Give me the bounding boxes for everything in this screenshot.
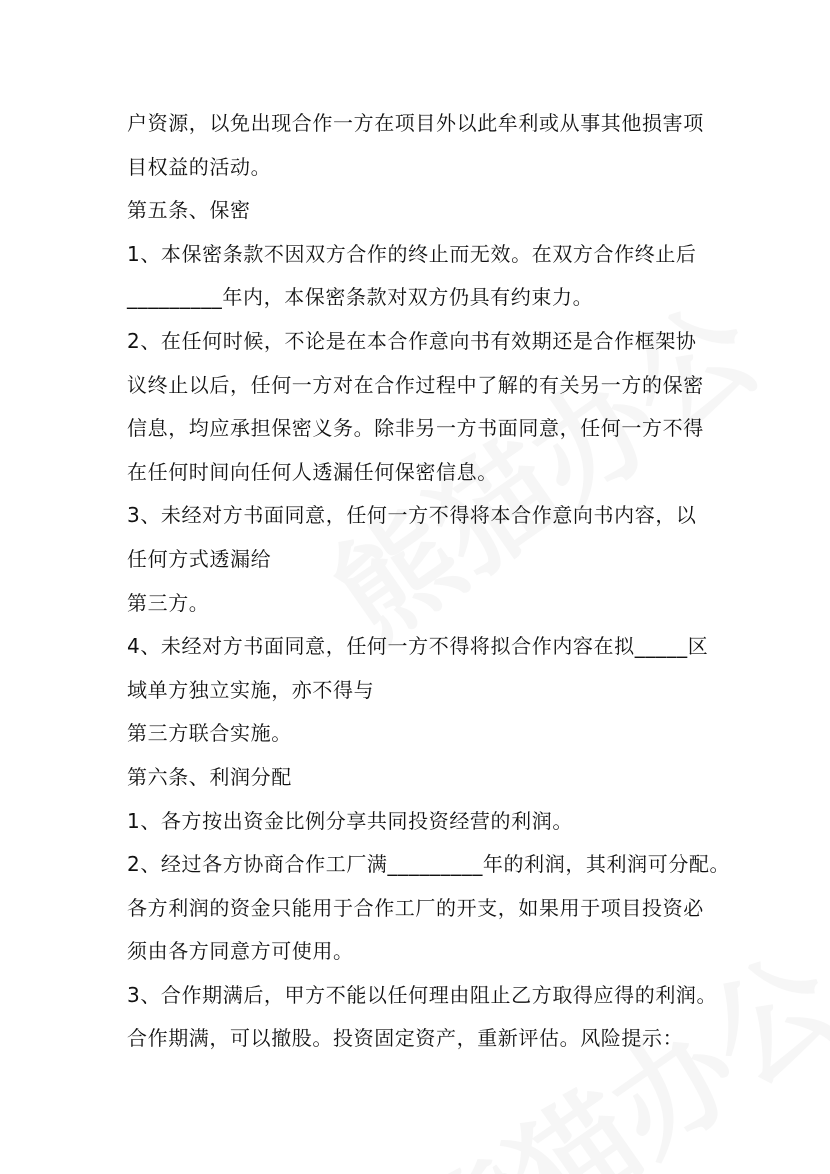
document-body [127, 102, 731, 1061]
text-line: 须由各方同意方可使用。 [127, 939, 354, 964]
text-line: 第三方联合实施。 [127, 721, 292, 746]
section-heading-confidentiality: 第五条、保密 [127, 198, 251, 223]
section-heading-profit-distribution: 第六条、利润分配 [127, 764, 292, 789]
text-line: 合作期满，可以撤股。投资固定资产，重新评估。风险提示： [127, 1026, 684, 1051]
text-line: 目权益的活动。 [127, 154, 272, 179]
text-line: 在任何时间向任何人透漏任何保密信息。 [127, 459, 498, 484]
text-line: 2、经过各方协商合作工厂满_________年的利润，其利润可分配。 [127, 852, 731, 877]
text-line: 1、各方按出资金比例分享共同投资经营的利润。 [127, 808, 573, 833]
text-line: 4、未经对方书面同意，任何一方不得将拟合作内容在拟_____区 [127, 634, 709, 659]
text-line: 1、本保密条款不因双方合作的终止而无效。在双方合作终止后 [127, 241, 697, 266]
text-line: 2、在任何时候，不论是在本合作意向书有效期还是合作框架协 [127, 328, 697, 353]
text-line: 议终止以后，任何一方对在合作过程中了解的有关另一方的保密 [127, 372, 704, 397]
text-line: 域单方独立实施，亦不得与 [127, 677, 375, 702]
text-line: 信息，均应承担保密义务。除非另一方书面同意，任何一方不得 [127, 416, 704, 441]
text-line: 任何方式透漏给 [127, 546, 272, 571]
text-line: 3、合作期满后，甲方不能以任何理由阻止乙方取得应得的利润。 [127, 982, 718, 1007]
text-line: 各方利润的资金只能用于合作工厂的开支，如果用于项目投资必 [127, 895, 704, 920]
text-line: 第三方。 [127, 590, 210, 615]
text-line: 户资源，以免出现合作一方在项目外以此牟利或从事其他损害项 [127, 111, 704, 135]
text-line: 3、未经对方书面同意，任何一方不得将本合作意向书内容，以 [127, 503, 697, 528]
text-line: _________年内，本保密条款对双方仍具有约束力。 [127, 285, 594, 310]
